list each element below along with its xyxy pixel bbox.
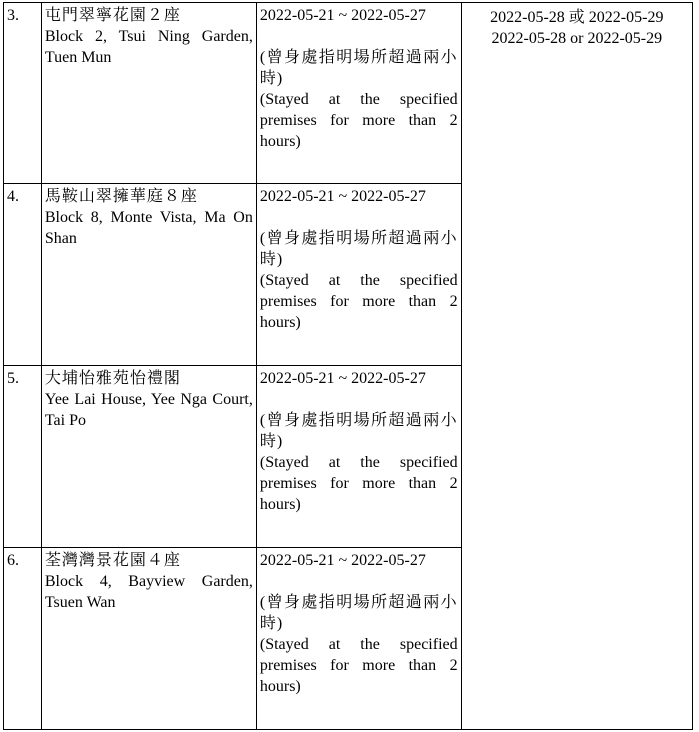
row-number: 4.	[4, 184, 42, 366]
address-chinese: 馬鞍山翠擁華庭８座	[44, 188, 198, 205]
date-cell	[256, 3, 461, 184]
condition-chinese: (曾身處指明場所超過兩小時)	[259, 412, 458, 450]
address-english: Block 2, Tsui Ning Garden, Tuen Mun	[44, 28, 253, 66]
testing-dates-cell	[461, 3, 692, 730]
condition-english: (Stayed at the specified premises for more than 2 hours)	[259, 91, 458, 150]
address-chinese: 荃灣灣景花園４座	[44, 552, 181, 569]
row-number: 6.	[4, 548, 42, 730]
address-chinese: 大埔怡雅苑怡禮閣	[44, 370, 181, 387]
date-range: 2022-05-21 ~ 2022-05-27	[259, 188, 426, 205]
premises-address-cell	[41, 548, 256, 730]
testing-dates-chinese: 2022-05-28 或 2022-05-29	[490, 9, 664, 26]
address-english: Block 8, Monte Vista, Ma On Shan	[44, 209, 253, 247]
condition-english: (Stayed at the specified premises for more than 2 hours)	[259, 454, 458, 513]
specified-premises-table	[3, 2, 693, 730]
address-chinese: 屯門翠寧花園２座	[44, 7, 181, 24]
date-range: 2022-05-21 ~ 2022-05-27	[259, 552, 426, 569]
premises-address-cell	[41, 366, 256, 548]
table-row	[4, 3, 693, 184]
date-cell	[256, 184, 461, 366]
date-range: 2022-05-21 ~ 2022-05-27	[259, 370, 426, 387]
address-english: Block 4, Bayview Garden, Tsuen Wan	[44, 573, 253, 611]
condition-chinese: (曾身處指明場所超過兩小時)	[259, 230, 458, 268]
condition-english: (Stayed at the specified premises for more than 2 hours)	[259, 272, 458, 331]
date-cell	[256, 548, 461, 730]
premises-address-cell	[41, 3, 256, 184]
row-number: 3.	[4, 3, 42, 184]
condition-chinese: (曾身處指明場所超過兩小時)	[259, 594, 458, 632]
date-cell	[256, 366, 461, 548]
row-number: 5.	[4, 366, 42, 548]
premises-address-cell	[41, 184, 256, 366]
testing-dates-english: 2022-05-28 or 2022-05-29	[491, 30, 663, 47]
address-english: Yee Lai House, Yee Nga Court, Tai Po	[44, 391, 253, 429]
date-range: 2022-05-21 ~ 2022-05-27	[259, 7, 426, 24]
condition-chinese: (曾身處指明場所超過兩小時)	[259, 49, 458, 87]
condition-english: (Stayed at the specified premises for more than 2 hours)	[259, 636, 458, 695]
